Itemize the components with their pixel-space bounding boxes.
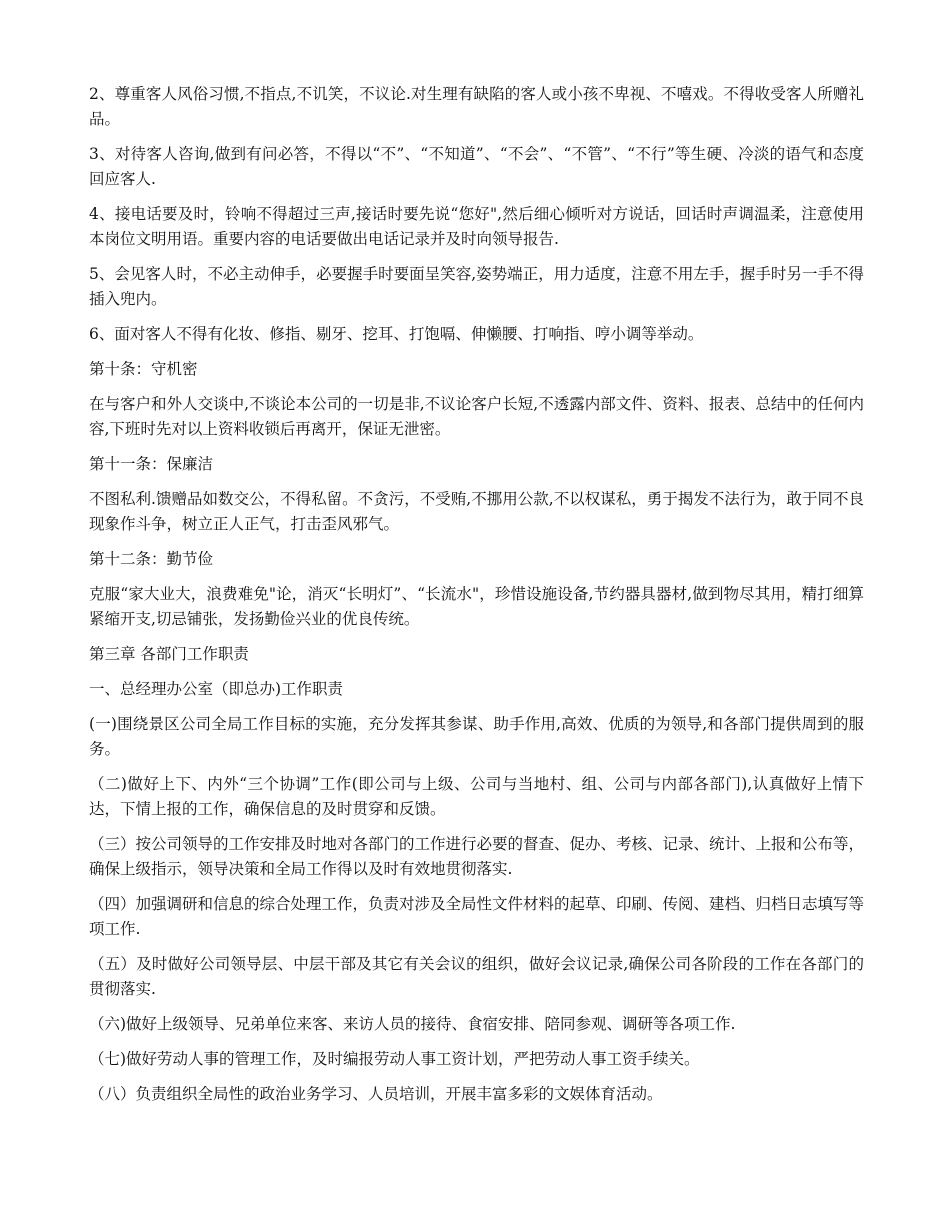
duty-item-3: （三）按公司领导的工作安排及时地对各部门的工作进行必要的督查、促办、考核、记录、统计、上报和公布等，确保上级指示，领导决策和全局工作得以及时有效地贯彻落实.: [89, 835, 865, 878]
article-11-body: 不图私利.馈赠品如数交公，不得私留。不贪污，不受贿,不挪用公款,不以权谋私，勇于揭发不法行为，敢于同不良现象作斗争，树立正人正气，打击歪风邪气。: [89, 490, 864, 533]
duty-item-5: （五）及时做好公司领导层、中层干部及其它有关会议的组织，做好会议记录,确保公司各阶段的工作在各部门的贯彻落实.: [89, 955, 864, 998]
duty-item-7: （七)做好劳动人事的管理工作，及时编报劳动人事工资计划，严把劳动人事工资手续关。: [89, 1050, 700, 1068]
article-11-heading: 第十一条：保廉洁: [89, 455, 214, 473]
article-12-body: 克服“家大业大，浪费难免"论，消灭“长明灯”、“长流水"，珍惜设施设备,节约器具器材,做到物尽其用，精打细算紧缩开支,切忌铺张，发扬勤俭兴业的优良传统。: [89, 585, 864, 628]
article-10-heading: 第十条：守机密: [89, 360, 198, 378]
paragraph-rule-3: 3、对待客人咨询,做到有问必答，不得以“不”、“不知道”、“不会”、“不管”、“不行”等生硬、冷淡的语气和态度回应客人.: [89, 145, 864, 188]
duty-item-1: (一)围绕景区公司全局工作目标的实施，充分发挥其参谋、助手作用,高效、优质的为领导,和各部门提供周到的服务。: [89, 715, 864, 758]
duty-item-4: （四）加强调研和信息的综合处理工作，负责对涉及全局性文件材料的起草、印刷、传阅、建档、归档日志填写等项工作.: [89, 895, 865, 938]
chapter-3-heading: 第三章 各部门工作职责: [89, 645, 249, 663]
paragraph-rule-5: 5、会见客人时，不必主动伸手，必要握手时要面呈笑容,姿势端正，用力适度，注意不用左手，握手时另一手不得插入兜内。: [89, 265, 864, 308]
article-12-heading: 第十二条：勤节俭: [89, 550, 214, 568]
article-10-body: 在与客户和外人交谈中,不谈论本公司的一切是非,不议论客户长短,不透露内部文件、资料、报表、总结中的任何内容,下班时先对以上资料收锁后再离开，保证无泄密。: [89, 395, 864, 438]
paragraph-rule-6: 6、面对客人不得有化妆、修指、剔牙、挖耳、打饱嗝、伸懒腰、打响指、哼小调等举动。: [89, 325, 704, 343]
paragraph-rule-4: 4、接电话要及时，铃响不得超过三声,接话时要先说“您好",然后细心倾听对方说话，回话时声调温柔，注意使用本岗位文明用语。重要内容的电话要做出电话记录并及时向领导报告.: [89, 205, 864, 248]
section-1-heading: 一、总经理办公室（即总办)工作职责: [89, 680, 344, 698]
duty-item-8: （八）负责组织全局性的政治业务学习、人员培训，开展丰富多彩的文娱体育活动。: [89, 1085, 663, 1103]
duty-item-2: （二)做好上下、内外“三个协调”工作(即公司与上级、公司与当地村、组、公司与内部各部门),认真做好上情下达，下情上报的工作，确保信息的及时贯穿和反馈。: [89, 775, 864, 818]
document-page: [89, 82, 864, 1117]
paragraph-rule-2: 2、尊重客人风俗习惯,不指点,不讥笑，不议论.对生理有缺陷的客人或小孩不卑视、不嘻戏。不得收受客人所赠礼品。: [89, 85, 864, 128]
duty-item-6: （六)做好上级领导、兄弟单位来客、来访人员的接待、食宿安排、陪同参观、调研等各项工作.: [89, 1015, 736, 1033]
